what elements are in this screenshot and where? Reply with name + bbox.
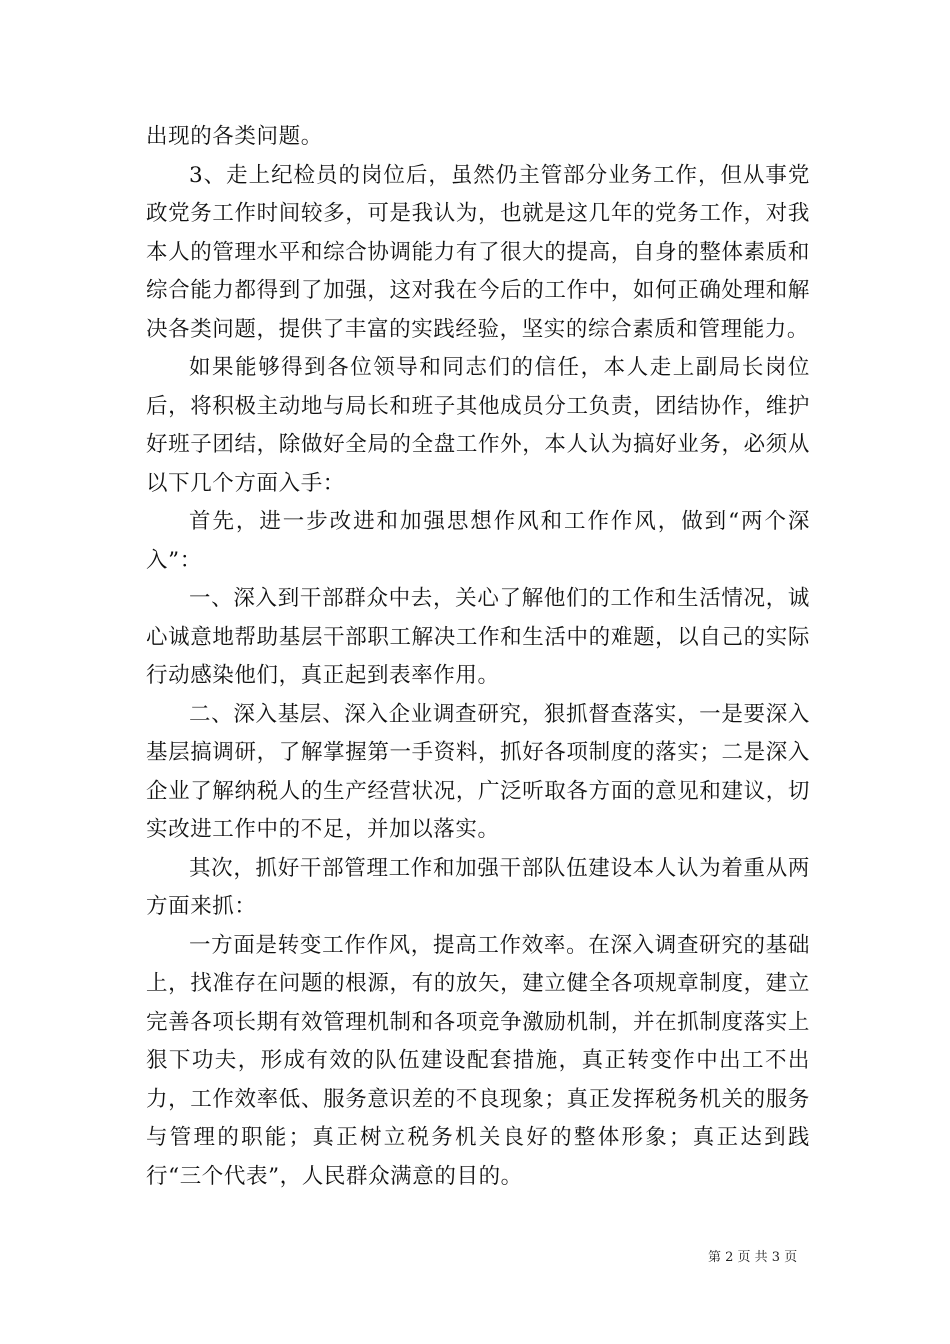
- paragraph-6: 二、深入基层、深入企业调查研究，狠抓督查落实，一是要深入基层搞调研，了解掌握第一手资料，抓好各项制度的落实；二是深入企业了解纳税人的生产经营状况，广泛听取各方面的意见和建议，切实改进工作中的不足，并加以落实。: [146, 701, 810, 842]
- paragraph-1: 出现的各类问题。: [146, 124, 323, 149]
- paragraph-3: 如果能够得到各位领导和同志们的信任，本人走上副局长岗位后，将积极主动地与局长和班子其他成员分工负责，团结协作，维护好班子团结，除做好全局的全盘工作外，本人认为搞好业务，必须从以下几个方面入手：: [146, 355, 810, 496]
- paragraph-5: 一、深入到干部群众中去，关心了解他们的工作和生活情况，诚心诚意地帮助基层干部职工解决工作和生活中的难题，以自己的实际行动感染他们，真正起到表率作用。: [146, 586, 810, 688]
- paragraph-4: 首先，进一步改进和加强思想作风和工作作风，做到“两个深入”：: [146, 509, 810, 573]
- paragraph-2: 3、走上纪检员的岗位后，虽然仍主管部分业务工作，但从事党政党务工作时间较多，可是我认为，也就是这几年的党务工作，对我本人的管理水平和综合协调能力有了很大的提高，自身的整体素质和综合能力都得到了加强，这对我在今后的工作中，如何正确处理和解决各类问题，提供了丰富的实践经验，坚实的综合素质和管理能力。: [146, 162, 810, 342]
- paragraph-7: 其次，抓好干部管理工作和加强干部队伍建设本人认为着重从两方面来抓：: [146, 855, 810, 919]
- page-number-footer: 第 2 页 共 3 页: [708, 1250, 798, 1265]
- paragraph-8: 一方面是转变工作作风，提高工作效率。在深入调查研究的基础上，找准存在问题的根源，有的放矢，建立健全各项规章制度，建立完善各项长期有效管理机制和各项竞争激励机制，并在抓制度落实上狠下功夫，形成有效的队伍建设配套措施，真正转变作中出工不出力，工作效率低、服务意识差的不良现象；真正发挥税务机关的服务与管理的职能；真正树立税务机关良好的整体形象；真正达到践行“三个代表”，人民群众满意的目的。: [146, 932, 810, 1189]
- document-body: [146, 118, 810, 1196]
